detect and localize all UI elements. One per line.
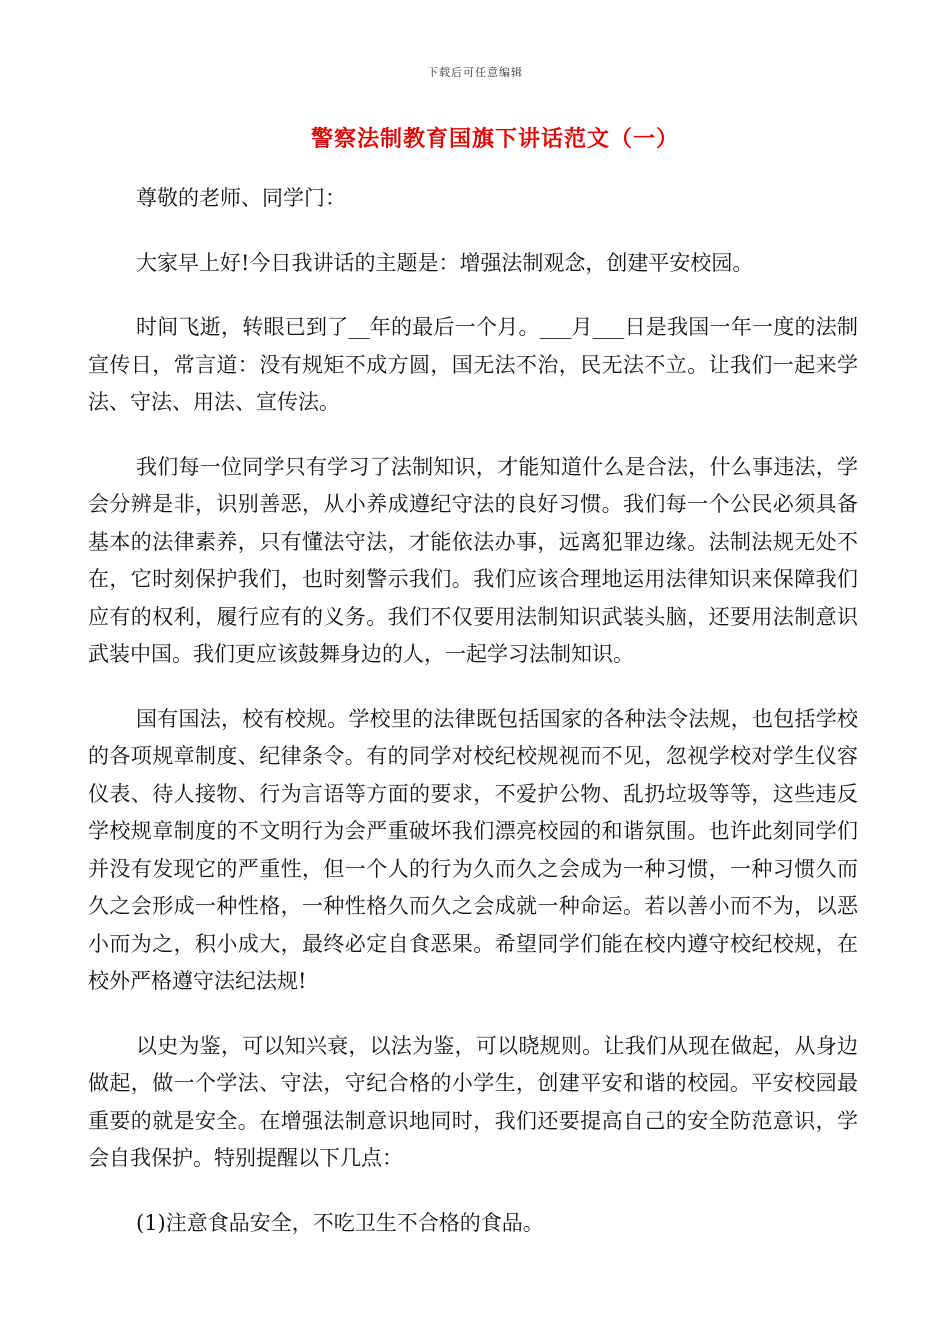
paragraph-safety: 以史为鉴，可以知兴衰，以法为鉴，可以晓规则。让我们从现在做起，从身边做起，做一个学法、守法，守纪合格的小学生，创建平安和谐的校园。平安校园最重要的就是安全。在增强法制意识地同时，我们还要提高自己的安全防范意识，学会自我保护。特别提醒以下几点： (88, 1033, 858, 1170)
paragraph-legal-day: 时间飞逝，转眼已到了__年的最后一个月。___月___日是我国一年一度的法制宣传日，常言道：没有规矩不成方圆，国无法不治，民无法不立。让我们一起来学法、守法、用法、宣传法。 (88, 315, 858, 414)
document-body (88, 180, 858, 1269)
document-title: 警察法制教育国旗下讲话范文（一） (310, 126, 679, 152)
paragraph-law-knowledge: 我们每一位同学只有学习了法制知识，才能知道什么是合法，什么事违法，学会分辨是非，识别善恶，从小养成遵纪守法的良好习惯。我们每一个公民必须具备基本的法律素养，只有懂法守法，才能依法办事，远离犯罪边缘。法制法规无处不在，它时刻保护我们，也时刻警示我们。我们应该合理地运用法律知识来保障我们应有的权利，履行应有的义务。我们不仅要用法制知识武装头脑，还要用法制意识武装中国。我们更应该鼓舞身边的人，一起学习法制知识。 (88, 454, 858, 666)
paragraph-opening: 大家早上好!今日我讲话的主题是：增强法制观念，创建平安校园。 (136, 250, 754, 275)
paragraph-point-1: (1)注意食品安全，不吃卫生不合格的食品。 (136, 1210, 544, 1235)
header-note: 下载后可任意编辑 (427, 66, 523, 79)
paragraph-greeting: 尊敬的老师、同学门： (136, 186, 346, 210)
paragraph-school-rules: 国有国法，校有校规。学校里的法律既包括国家的各种法令法规，也包括学校的各项规章制度、纪律条令。有的同学对校纪校规视而不见，忽视学校对学生仪容仪表、待人接物、行为言语等方面的要求，不爱护公物、乱扔垃圾等等，这些违反学校规章制度的不文明行为会严重破坏我们漂亮校园的和谐氛围。也许此刻同学们并没有发现它的严重性，但一个人的行为久而久之会成为一种习惯，一种习惯久而久之会形成一种性格，一种性格久而久之会成就一种命运。若以善小而不为，以恶小而为之，积小成大，最终必定自食恶果。希望同学们能在校内遵守校纪校规，在校外严格遵守法纪法规! (88, 706, 858, 993)
